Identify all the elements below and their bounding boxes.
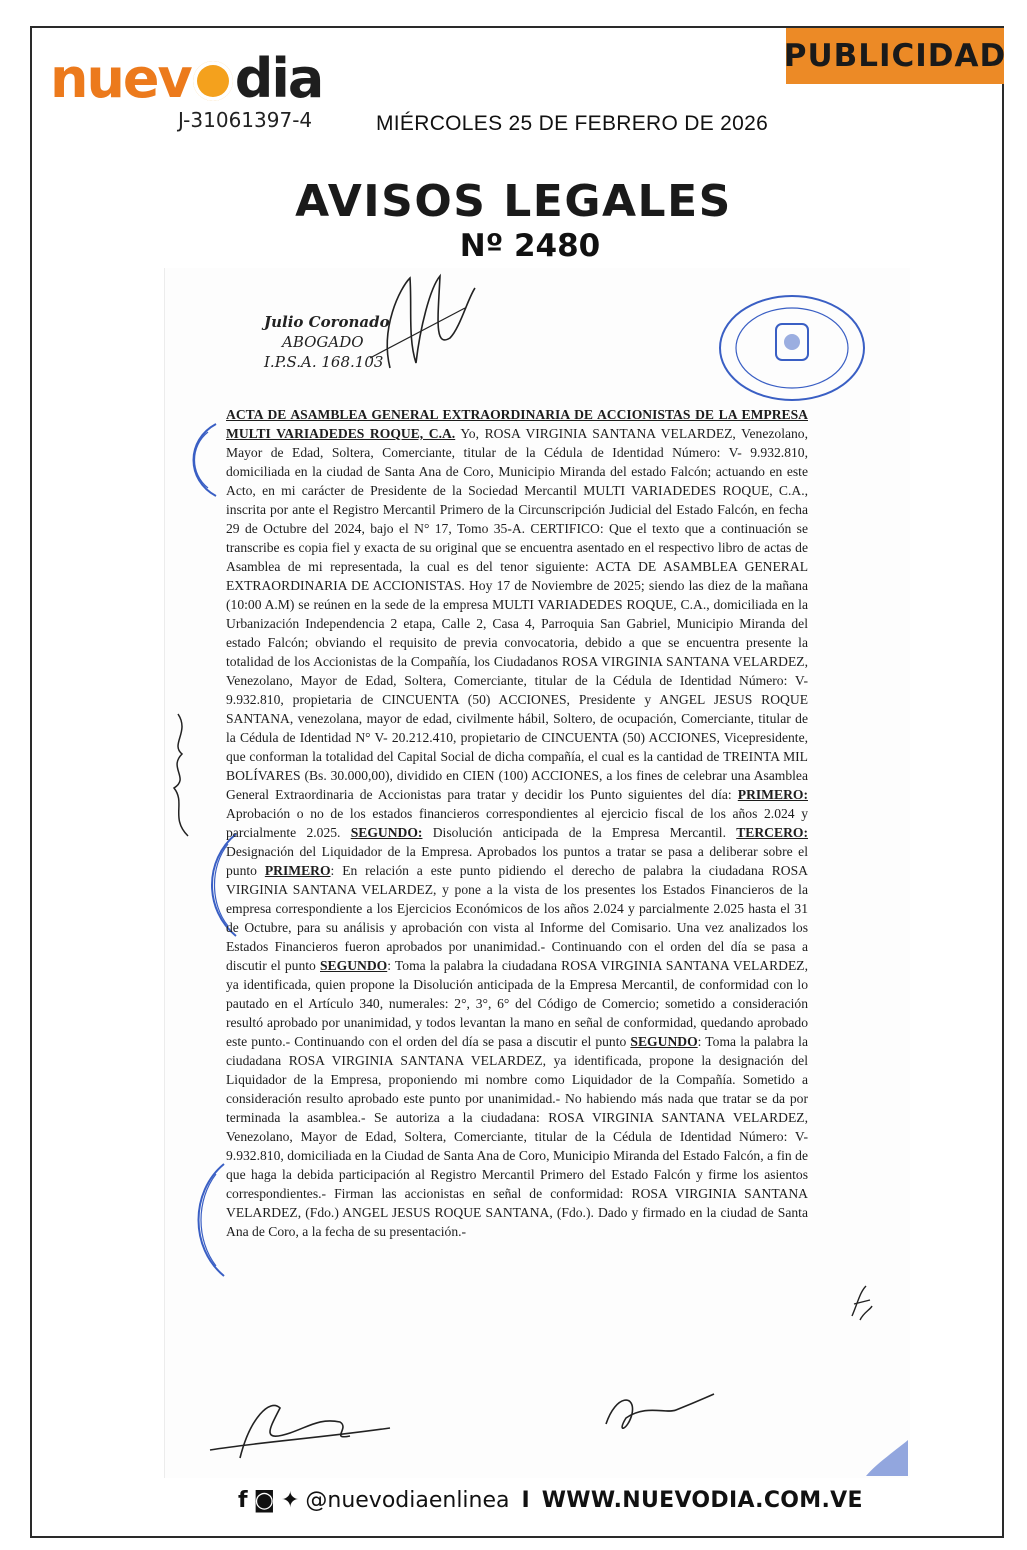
corner-stamp-fragment-icon	[866, 1440, 908, 1476]
point-label: SEGUNDO	[320, 958, 388, 973]
margin-signature-icon	[160, 708, 196, 838]
lawyer-name: Julio Coronado	[264, 313, 390, 331]
signature-rosa-icon	[200, 1388, 400, 1468]
margin-initials-icon	[846, 1282, 876, 1322]
logo-text-nuev: nuev	[50, 47, 191, 110]
lawyer-ipsa: I.P.S.A. 168.103	[264, 353, 384, 371]
lawyer-signature-icon	[350, 268, 480, 378]
point-label: SEGUNDO:	[350, 825, 423, 840]
point-label: TERCERO:	[736, 825, 808, 840]
facebook-icon[interactable]: f	[238, 1488, 248, 1513]
lawyer-role: ABOGADO	[282, 333, 364, 351]
logo-text-dia: dia	[234, 47, 323, 110]
document-heading: ACTA DE ASAMBLEA GENERAL EXTRAORDINARIA DE ACCIONISTAS DE LA EMPRESA MULTI VARIADEDES ROQUE, C.A.	[226, 407, 808, 441]
official-seal-icon	[716, 292, 868, 404]
body-paragraph: : En relación a este punto pidiendo el derecho de palabra la ciudadana ROSA VIRGINIA SANTANA VELARDEZ, y pone a la vista de los presentes los Estados Financieros de la empresa correspondiente a los Ejercicios Económicos de los años 2.024 y parcialmente 2.025 hasta el 31 de Octubre, para su análisis y aprobación con vista al Informe del Comisario. Una vez analizados los Estados Financieros fueron aprobados por unanimidad.- Continuando con el orden del día se pasa a discutir el punto	[226, 863, 808, 973]
margin-stamp-icon	[184, 1160, 228, 1280]
footer-separator: I	[521, 1488, 530, 1513]
point-label: SEGUNDO	[630, 1034, 698, 1049]
point-label: PRIMERO:	[737, 787, 808, 802]
body-paragraph: : Toma la palabra la ciudadana ROSA VIRGINIA SANTANA VELARDEZ, ya identificada, propone la designación del Liquidador de la Empresa, proponiendo mi nombre como Liquidador de la Compañía. Sometido a consideración resulto aprobado este punto por unanimidad.- No habiendo más nada que tratar se da por terminada la asamblea.- Se autoriza a la ciudadana: ROSA VIRGINIA SANTANA VELARDEZ, Venezolano, Mayor de Edad, Soltera, Comerciante, titular de la Cédula de Identidad Número: V- 9.932.810, domiciliada en la Ciudad de Santa Ana de Coro, Municipio Miranda del Estado Falcón, a fin de que haga la debida participación al Registro Mercantil Primero del Estado Falcón y firme los asientos correspondientes.- Firman las accionistas en señal de conformidad: ROSA VIRGINIA SANTANA VELARDEZ, (Fdo.) ANGEL JESUS ROQUE SANTANA, (Fdo.). Dado y firmado en la ciudad de Santa Ana de Coro, a la fecha de su presentación.-	[226, 1034, 808, 1239]
body-paragraph: Aprobación o no de los estados financieros correspondientes al ejercicio fiscal de los años 2.024 y parcialmente 2.025.	[226, 806, 808, 840]
body-paragraph: Disolución anticipada de la Empresa Mercantil.	[422, 825, 737, 840]
point-label: PRIMERO	[264, 863, 331, 878]
body-paragraph: Yo, ROSA VIRGINIA SANTANA VELARDEZ, Venezolano, Mayor de Edad, Soltera, Comerciante, titular de la Cédula de Identidad Número: V- 9.932.810, domiciliada en la ciudad de Santa Ana de Coro, Municipio Miranda del estado Falcón; actuando en este Acto, en mi carácter de Presidente de la Sociedad Mercantil MULTI VARIADEDES ROQUE, C.A., inscrita por ante el Registro Mercantil Primero de la Circunscripción Judicial del Estado Falcón, en fecha 29 de Octubre del 2024, bajo el N° 17, Tomo 35-A. CERTIFICO: Que el texto que a continuación se transcribe es copia fiel y exacta de su original que se encuentra asentado en el respectivo libro de actas de Asamblea de mi representada, la cual es del tenor siguiente: ACTA DE ASAMBLEA GENERAL EXTRAORDINARIA DE ACCIONISTAS. Hoy 17 de Noviembre de 2025; siendo las diez de la mañana (10:00 A.M) se reúnen en la sede de la empresa MULTI VARIADEDES ROQUE, C.A., domiciliada en la Urbanización Independencia 2 etapa, Calle 2, Casa 4, Parroquia San Gabriel, Municipio Miranda del estado Falcón; obviando el requisito de previa convocatoria, debido a que se encuentra presente la totalidad de los Accionistas de la Compañía, los Ciudadanos ROSA VIRGINIA SANTANA VELARDEZ, Venezolano, Mayor de Edad, Soltera, Comerciante, titular de la Cédula de Identidad Número: V- 9.932.810, propietaria de CINCUENTA (50) ACCIONES, Presidente y ANGEL JESUS ROQUE SANTANA, venezolana, mayor de edad, civilmente hábil, Soltero, de ocupación, Comerciante, titular de la Cédula de Identidad N° V- 20.212.410, propietario de CINCUENTA (50) ACCIONES, Vicepresidente, que conforman la totalidad del Capital Social de dicha compañía, el cual es la cantidad de TREINTA MIL BOLÍVARES (Bs. 30.000,00), dividido en CIEN (100) ACCIONES, a los fines de celebrar una Asamblea General Extraordinaria de Accionistas para tratar y decidir los Punto siguientes del día:	[226, 426, 808, 802]
rif-number: J-31061397-4	[178, 108, 313, 132]
instagram-icon[interactable]: ◙	[253, 1488, 275, 1513]
document-body	[226, 405, 808, 1241]
page-title: AVISOS LEGALES	[295, 176, 732, 227]
publication-date: MIÉRCOLES 25 DE FEBRERO DE 2026	[376, 112, 769, 135]
publicidad-banner: PUBLICIDAD	[786, 28, 1004, 84]
body-paragraph: : Toma la palabra la ciudadana ROSA VIRGINIA SANTANA VELARDEZ, ya identificada, quien propone la Disolución anticipada de la Empresa Mercantil, de conformidad con lo pautado en el Artículo 340, numerales: 2°, 3°, 6° del Código de Comercio; sometido a consideración resultó aprobado por unanimidad, y todos levantan la mano en señal de conformidad, quedando aprobado este punto.- Continuando con el orden del día se pasa a discutir el punto	[226, 958, 808, 1049]
website-link[interactable]: WWW.NUEVODIA.COM.VE	[541, 1488, 863, 1513]
signature-angel-icon	[596, 1384, 726, 1444]
twitter-icon[interactable]: ✦	[280, 1488, 300, 1513]
footer-bar	[238, 1488, 863, 1513]
notice-number: Nº 2480	[459, 228, 601, 264]
social-handle[interactable]: @nuevodiaenlinea	[305, 1488, 510, 1513]
margin-stamp-icon	[176, 420, 220, 500]
sun-logo-icon	[193, 61, 233, 101]
newspaper-logo	[50, 47, 323, 110]
body-paragraph: Designación del Liquidador de la Empresa. Aprobados los puntos a tratar se pasa a deliberar sobre el punto	[226, 844, 808, 878]
